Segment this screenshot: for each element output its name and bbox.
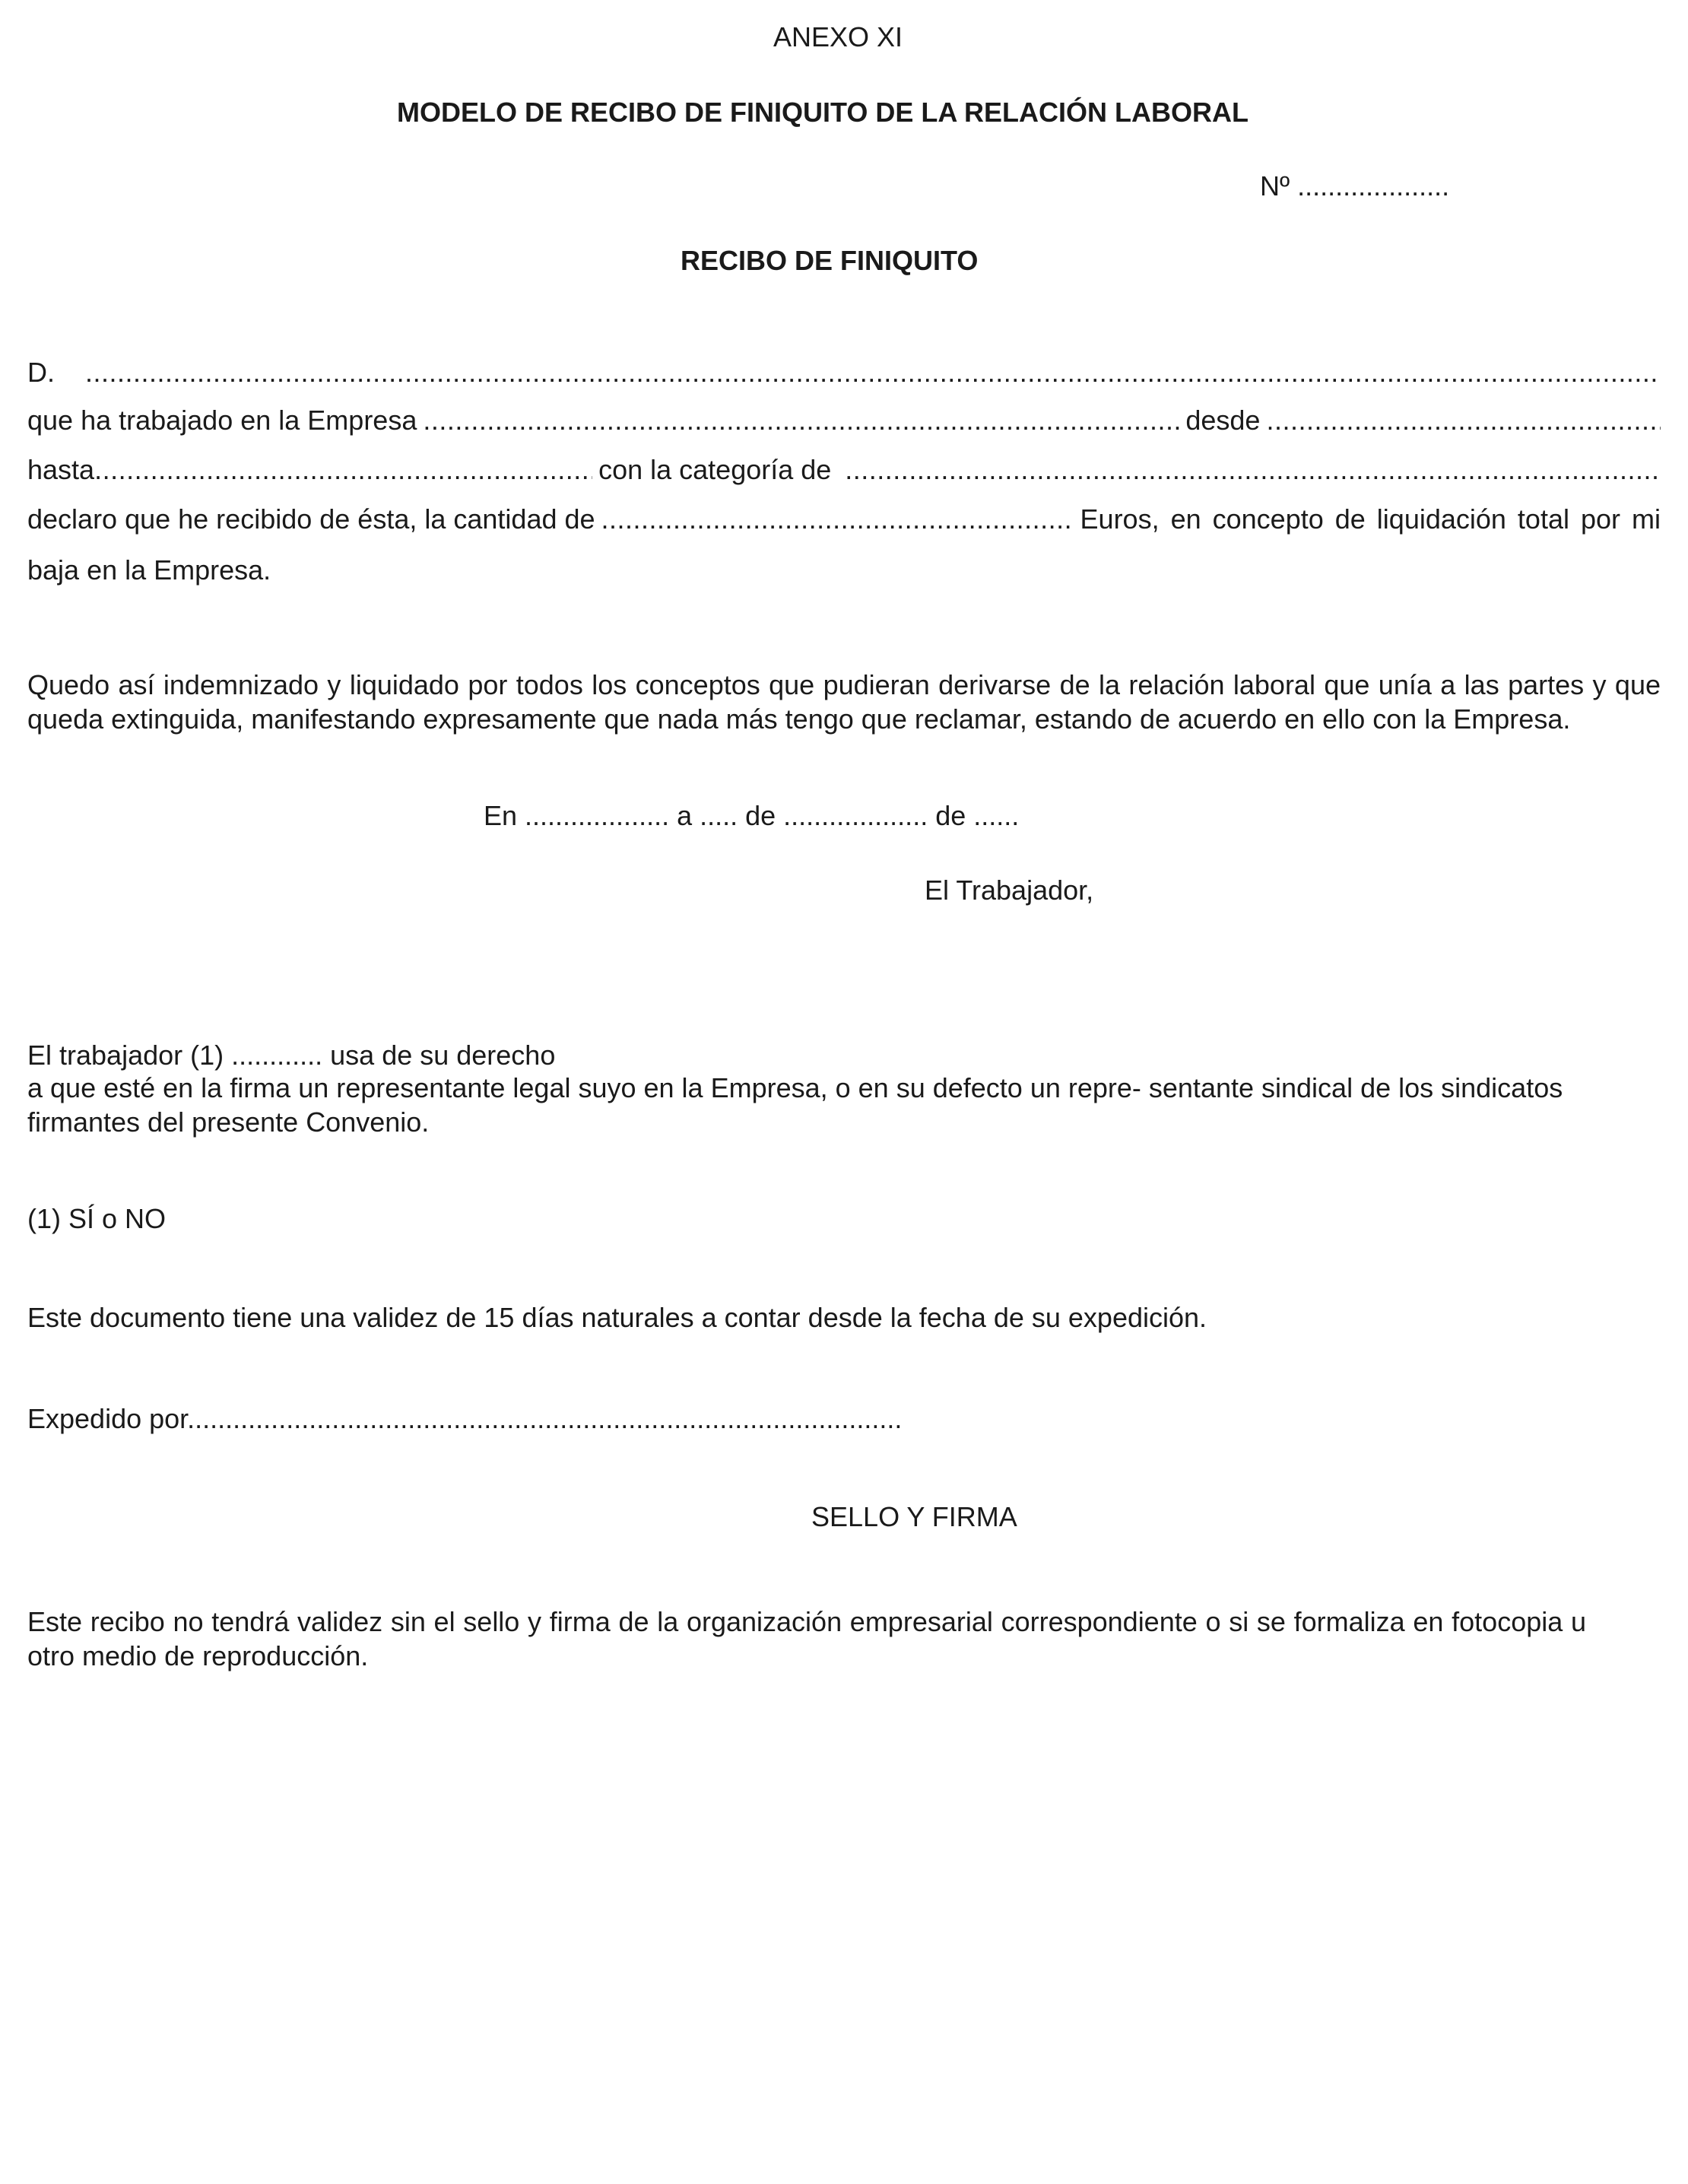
employment-line [27,403,1661,437]
validity-note: Este documento tiene una validez de 15 días naturales a contar desde la fecha de su expedición. [27,1302,1207,1333]
place-date-line: En ................... a ..... de ................... de ...... [484,800,1020,831]
seal-and-signature-label: SELLO Y FIRMA [811,1501,1017,1532]
since-date-field[interactable] [1266,403,1661,437]
declare-label: declaro que he recibido de ésta, la cantidad de [27,503,595,535]
worker-signature-label: El Trabajador, [925,875,1094,906]
since-label: desde [1185,405,1261,436]
until-date-field[interactable] [94,452,592,487]
category-label: con la categoría de [598,454,832,485]
worked-label: que ha trabajado en la Empresa [27,405,417,436]
amount-line [27,502,1661,536]
category-field[interactable] [845,452,1661,487]
worker-name-line [27,355,1661,389]
until-label: hasta [27,454,95,485]
leave-label: baja en la Empresa. [27,554,271,586]
document-title: MODELO DE RECIBO DE FINIQUITO DE LA RELACIÓN LABORAL [397,97,1249,128]
receipt-number: Nº .................... [1260,170,1450,202]
receipt-subtitle: RECIBO DE FINIQUITO [681,245,979,276]
amount-field[interactable] [601,502,1074,536]
worker-name-label: D. [27,357,55,388]
euros-label: Euros, en concepto de liquidación total por mi [1080,503,1661,535]
worker-rights-line: El trabajador (1) ............ usa de su derecho [27,1040,556,1071]
annex-heading: ANEXO XI [773,21,903,52]
company-field[interactable] [423,403,1179,437]
representative-paragraph: a que esté en la firma un representante legal suyo en la Empresa, o en su defecto un repre- sentante sindical de los sindicatos firmantes del presente Convenio. [27,1072,1563,1138]
issued-by-line: Expedido por.............................................................................................. [27,1403,903,1434]
settlement-paragraph: Quedo así indemnizado y liquidado por todos los conceptos que pudieran derivarse de la relación laboral que unía a las partes y que queda extinguida, manifestando expresamente que nada más tengo que reclamar, estando de acuerdo en ello con la Empresa. [27,669,1661,735]
category-line [27,452,1661,487]
disclaimer-paragraph: Este recibo no tendrá validez sin el sello y firma de la organización empresarial correspondiente o si se formaliza en fotocopia u otro medio de reproducción. [27,1606,1586,1671]
worker-name-field[interactable] [85,355,1661,389]
footnote: (1) SÍ o NO [27,1203,167,1234]
